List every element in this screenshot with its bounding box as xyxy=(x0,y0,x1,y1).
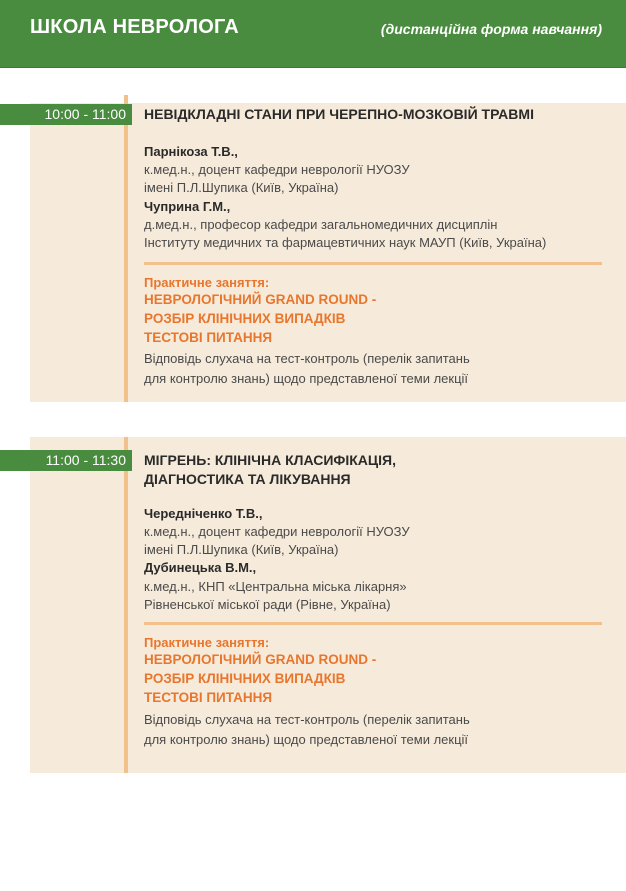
session-1-divider xyxy=(144,262,602,265)
session-2-practice-desc xyxy=(144,710,470,750)
session-1-practice-title xyxy=(144,290,376,347)
practice-desc-line: для контролю знань) щодо представленої теми лекції xyxy=(144,732,469,747)
session-1-accent-line xyxy=(124,95,128,402)
session-2-practice-title xyxy=(144,650,376,707)
session-2-speaker-2-desc xyxy=(144,578,407,614)
session-1-practice-desc xyxy=(144,349,470,389)
practice-title-line: ТЕСТОВІ ПИТАННЯ xyxy=(144,690,273,705)
desc-line: к.мед.н., КНП «Центральна міська лікарня» xyxy=(144,579,407,594)
desc-line: Інституту медичних та фармацевтичних наук МАУП (Київ, Україна) xyxy=(144,235,547,250)
session-2-title-line: МІГРЕНЬ: КЛІНІЧНА КЛАСИФІКАЦІЯ, xyxy=(144,452,396,468)
session-2-divider xyxy=(144,622,602,625)
session-2-title-line: ДІАГНОСТИКА ТА ЛІКУВАННЯ xyxy=(144,471,351,487)
page-header xyxy=(0,0,626,68)
session-1-speaker-1-name: Парнікоза Т.В., xyxy=(144,144,238,159)
page-subtitle: (дистанційна форма навчання) xyxy=(380,21,602,37)
practice-title-line: НЕВРОЛОГІЧНИЙ GRAND ROUND - xyxy=(144,652,377,667)
session-1-time: 10:00 - 11:00 xyxy=(0,104,132,125)
session-2-speaker-1-desc xyxy=(144,523,410,559)
session-1-speaker-2-desc xyxy=(144,216,546,252)
practice-title-line: ТЕСТОВІ ПИТАННЯ xyxy=(144,330,273,345)
desc-line: к.мед.н., доцент кафедри неврології НУОЗУ xyxy=(144,524,410,539)
page-title: ШКОЛА НЕВРОЛОГА xyxy=(30,16,239,38)
session-2-title xyxy=(144,451,396,489)
session-2-accent-line xyxy=(124,437,128,773)
desc-line: імені П.Л.Шупика (Київ, Україна) xyxy=(144,180,339,195)
practice-desc-line: Відповідь слухача на тест-контроль (перелік запитань xyxy=(144,712,470,727)
practice-title-line: РОЗБІР КЛІНІЧНИХ ВИПАДКІВ xyxy=(144,671,346,686)
session-2-time: 11:00 - 11:30 xyxy=(0,450,132,471)
session-1-title xyxy=(144,105,534,124)
desc-line: д.мед.н., професор кафедри загальномедичних дисциплін xyxy=(144,217,498,232)
practice-desc-line: Відповідь слухача на тест-контроль (перелік запитань xyxy=(144,351,470,366)
session-2-speaker-2-name: Дубинецька В.М., xyxy=(144,560,257,575)
session-1-speaker-2-name: Чуприна Г.М., xyxy=(144,199,231,214)
practice-title-line: РОЗБІР КЛІНІЧНИХ ВИПАДКІВ xyxy=(144,311,346,326)
desc-line: Рівненської міської ради (Рівне, Україна) xyxy=(144,597,391,612)
session-1-speaker-1-desc xyxy=(144,161,410,197)
session-1-title-line: НЕВІДКЛАДНІ СТАНИ ПРИ ЧЕРЕПНО-МОЗКОВІЙ ТРАВМІ xyxy=(144,106,534,122)
session-2-speaker-1-name: Чередніченко Т.В., xyxy=(144,506,263,521)
practice-desc-line: для контролю знань) щодо представленої теми лекції xyxy=(144,371,469,386)
session-2-practice-label: Практичне заняття: xyxy=(144,635,270,650)
desc-line: імені П.Л.Шупика (Київ, Україна) xyxy=(144,542,339,557)
practice-title-line: НЕВРОЛОГІЧНИЙ GRAND ROUND - xyxy=(144,292,377,307)
session-1-practice-label: Практичне заняття: xyxy=(144,275,270,290)
desc-line: к.мед.н., доцент кафедри неврології НУОЗУ xyxy=(144,162,410,177)
